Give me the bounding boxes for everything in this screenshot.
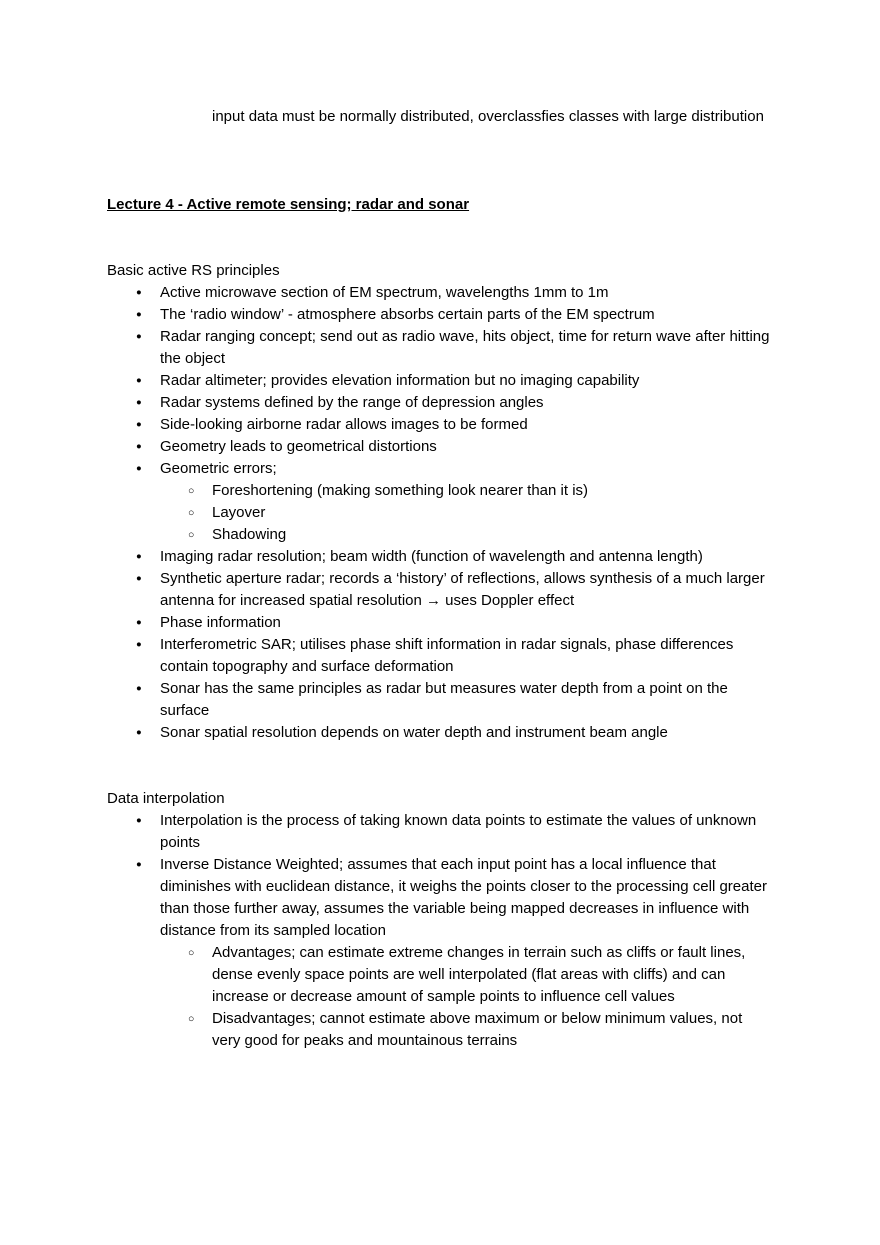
- bullet-circle-icon: ○: [188, 529, 195, 541]
- list-item-text: Phase information: [160, 614, 281, 631]
- bullet-disc-icon: ●: [136, 287, 142, 298]
- list-item-text: Layover: [212, 504, 266, 521]
- bullet-disc-icon: ●: [136, 397, 142, 408]
- list-item-text: Side-looking airborne radar allows images to be formed: [160, 416, 528, 433]
- list-item: [136, 326, 773, 370]
- list-item-text: Interferometric SAR; utilises phase shift information in radar signals, phase differences contain topography and surface deformation: [160, 636, 734, 675]
- list-item: [136, 546, 773, 568]
- list-item: [136, 436, 773, 458]
- bullet-disc-icon: ●: [136, 419, 142, 430]
- list-item-text: Foreshortening (making something look nearer than it is): [212, 482, 589, 499]
- list-item: [136, 612, 773, 634]
- section: [107, 260, 773, 744]
- section: [107, 788, 773, 1052]
- list-item: [136, 568, 773, 612]
- bullet-disc-icon: ●: [136, 617, 142, 628]
- list-item: [136, 854, 773, 942]
- bullet-disc-icon: ●: [136, 309, 142, 320]
- list-item: [136, 678, 773, 722]
- list-item-text: Advantages; can estimate extreme changes in terrain such as cliffs or fault lines, dense evenly space points are well interpolated (flat areas with cliffs) and can increase or decrease amount of sample points to influence cell values: [212, 944, 746, 1005]
- section-title: Basic active RS principles: [107, 262, 280, 279]
- list-item: [136, 810, 773, 854]
- bullet-circle-icon: ○: [188, 947, 195, 959]
- list-item-text: Active microwave section of EM spectrum, wavelengths 1mm to 1m: [160, 284, 609, 301]
- section-title: Data interpolation: [107, 790, 225, 807]
- list-item: [188, 1008, 773, 1052]
- list-item-text: Synthetic aperture radar; records a ‘history’ of reflections, allows synthesis of a much larger antenna for increased spatial resolution → uses Doppler effect: [160, 570, 765, 609]
- bullet-disc-icon: ●: [136, 573, 142, 584]
- bullet-circle-icon: ○: [188, 507, 195, 519]
- carryover-paragraph: input data must be normally distributed, overclassfies classes with large distribution: [212, 108, 764, 125]
- bullet-circle-icon: ○: [188, 1013, 195, 1025]
- list-item-text: Disadvantages; cannot estimate above maximum or below minimum values, not very good for peaks and mountainous terrains: [212, 1010, 743, 1049]
- bullet-disc-icon: ●: [136, 683, 142, 694]
- list-item: [136, 634, 773, 678]
- list-item: [188, 524, 773, 546]
- list-item-text: Radar ranging concept; send out as radio wave, hits object, time for return wave after hitting the object: [160, 328, 770, 367]
- bullet-disc-icon: ●: [136, 331, 142, 342]
- list-item-text: The ‘radio window’ - atmosphere absorbs certain parts of the EM spectrum: [160, 306, 655, 323]
- lecture-heading: Lecture 4 - Active remote sensing; radar and sonar: [107, 196, 470, 213]
- list-item: [188, 502, 773, 524]
- list-item: [136, 722, 773, 744]
- list-item-text: Inverse Distance Weighted; assumes that each input point has a local influence that diminishes with euclidean distance, it weighs the points closer to the processing cell greater than those further away, assumes the variable being mapped decreases in influence with distance from its sampled location: [160, 856, 767, 939]
- list-item-text: Radar altimeter; provides elevation information but no imaging capability: [160, 372, 640, 389]
- list-item-text: Sonar spatial resolution depends on water depth and instrument beam angle: [160, 724, 668, 741]
- list-item-text: Radar systems defined by the range of depression angles: [160, 394, 544, 411]
- list-item: [136, 282, 773, 304]
- list-item: [136, 392, 773, 414]
- list-item: [136, 414, 773, 436]
- bullet-disc-icon: ●: [136, 463, 142, 474]
- bullet-disc-icon: ●: [136, 375, 142, 386]
- list-item-text: Geometric errors;: [160, 460, 277, 477]
- list-item-text: Geometry leads to geometrical distortions: [160, 438, 437, 455]
- list-item: [136, 458, 773, 480]
- list-item: [188, 942, 773, 1008]
- bullet-disc-icon: ●: [136, 441, 142, 452]
- bullet-disc-icon: ●: [136, 551, 142, 562]
- list-item-text: Interpolation is the process of taking known data points to estimate the values of unknown points: [160, 812, 757, 851]
- list-item: [188, 480, 773, 502]
- bullet-disc-icon: ●: [136, 639, 142, 650]
- list-item: [136, 370, 773, 392]
- list-item: [136, 304, 773, 326]
- sections-container: [107, 260, 773, 1052]
- bullet-disc-icon: ●: [136, 815, 142, 826]
- list-item-text: Imaging radar resolution; beam width (function of wavelength and antenna length): [160, 548, 703, 565]
- bullet-disc-icon: ●: [136, 727, 142, 738]
- list-item-text: Sonar has the same principles as radar but measures water depth from a point on the surface: [160, 680, 728, 719]
- bullet-disc-icon: ●: [136, 859, 142, 870]
- bullet-circle-icon: ○: [188, 485, 195, 497]
- list-item-text: Shadowing: [212, 526, 287, 543]
